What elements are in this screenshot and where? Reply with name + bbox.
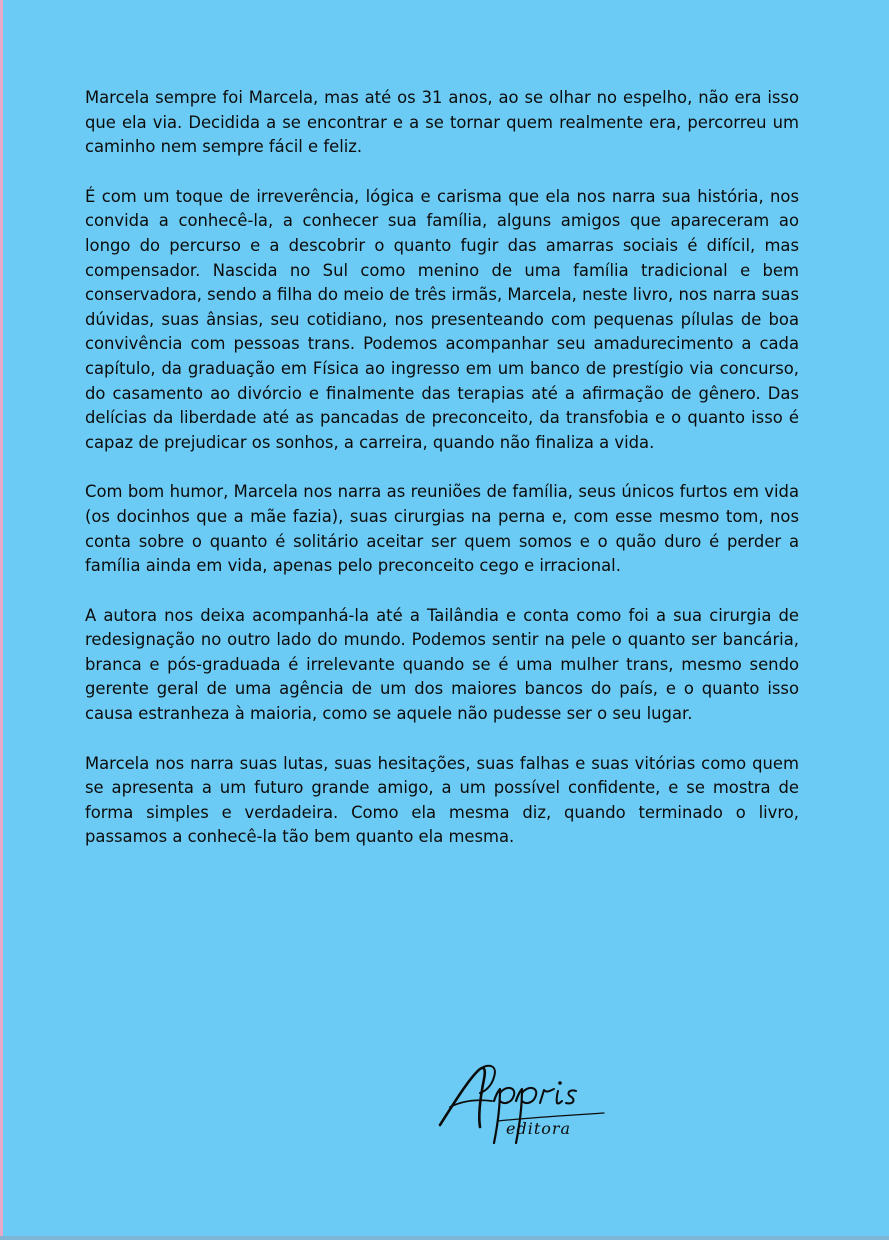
logo-i-dot (558, 1081, 562, 1085)
cover-bottom-edge (0, 1236, 889, 1240)
cover-left-edge (0, 0, 3, 1240)
publisher-logo (436, 1055, 612, 1147)
synopsis-paragraph-2: É com um toque de irreverência, lógica e carisma que ela nos narra sua história, nos convida a conhecê-la, a conhecer sua família, alguns amigos que apareceram ao longo do percurso e a descobrir o quanto fugir das amarras sociais é difícil, mas compensador. Nascida no Sul como menino de uma família tradicional e bem conservadora, sendo a filha do meio de três irmãs, Marcela, neste livro, nos narra suas dúvidas, suas ânsias, seu cotidiano, nos presenteando com pequenas pílulas de boa convivência com pessoas trans. Podemos acompanhar seu amadurecimento a cada capítulo, da graduação em Física ao ingresso em um banco de prestígio via concurso, do casamento ao divórcio e finalmente das terapias até a afirmação de gênero. Das delícias da liberdade até as pancadas de preconceito, da transfobia e o quanto isso é capaz de prejudicar os sonhos, a carreira, quando não finaliza a vida. (85, 186, 799, 452)
synopsis-paragraph-3: Com bom humor, Marcela nos narra as reuniões de família, seus únicos furtos em vida (os docinhos que a mãe fazia), suas cirurgias na perna e, com esse mesmo tom, nos conta sobre o quanto é solitário aceitar ser quem somos e o quão duro é perder a família ainda em vida, apenas pelo preconceito cego e irracional. (85, 482, 799, 576)
synopsis-paragraph-5: Marcela nos narra suas lutas, suas hesitações, suas falhas e suas vitórias como quem se apresenta a um futuro grande amigo, a um possível confidente, e se mostra de forma simples e verdadeira. Como ela mesma diz, quando terminado o livro, passamos a conhecê-la tão bem quanto ela mesma. (85, 753, 799, 847)
synopsis-paragraph-4: A autora nos deixa acompanhá-la até a Tailândia e conta como foi a sua cirurgia de redesignação no outro lado do mundo. Podemos sentir na pele o quanto ser bancária, branca e pós-graduada é irrelevante quando se é uma mulher trans, mesmo sendo gerente geral de uma agência de um dos maiores bancos do país, e o quanto isso causa estranheza à maioria, como se aquele não pudesse ser o seu lugar. (85, 605, 799, 724)
appris-logo-mark (436, 1055, 612, 1147)
synopsis-paragraph-1: Marcela sempre foi Marcela, mas até os 31 anos, ao se olhar no espelho, não era isso que ela via. Decidida a se encontrar e a se tornar quem realmente era, percorreu um caminho nem sempre fácil e feliz. (85, 88, 799, 157)
synopsis-text (85, 86, 799, 875)
publisher-sub-text: editora (506, 1119, 572, 1138)
